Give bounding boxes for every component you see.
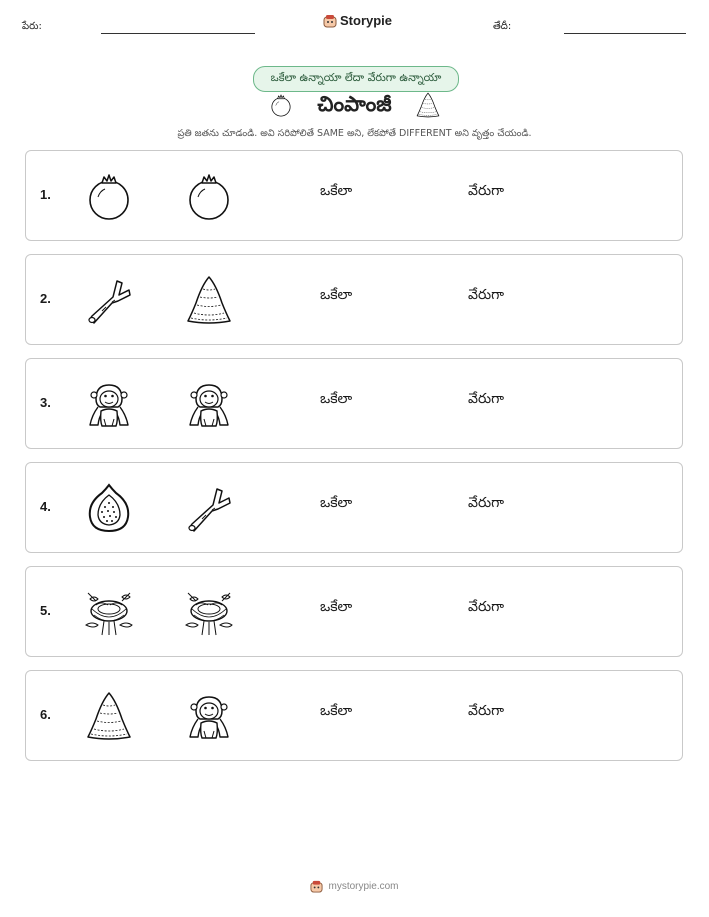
- question-number: 6.: [40, 707, 51, 722]
- question-row: [25, 670, 683, 761]
- date-line[interactable]: [564, 33, 686, 34]
- different-option[interactable]: వేరుగా: [468, 391, 504, 407]
- brand-name: Storypie: [340, 13, 393, 28]
- name-label: పేరు:: [22, 21, 42, 32]
- same-option[interactable]: ఒకేలా: [320, 495, 353, 511]
- pomegranate-icon: [182, 169, 236, 223]
- activity-type-pill: ఒకేలా ఉన్నాయా లేదా వేరుగా ఉన్నాయా: [253, 66, 459, 92]
- fig-icon: [82, 481, 136, 535]
- question-number: 2.: [40, 291, 51, 306]
- termite-mound-icon: [82, 689, 136, 743]
- question-row: [25, 358, 683, 449]
- same-option[interactable]: ఒకేలా: [320, 287, 353, 303]
- chimpanzee-icon: [182, 689, 236, 743]
- different-option[interactable]: వేరుగా: [468, 183, 504, 199]
- date-label: తేదీ:: [493, 21, 512, 32]
- question-number: 4.: [40, 499, 51, 514]
- termite-mound-icon: [182, 273, 236, 327]
- storypie-mascot-icon: [310, 880, 323, 893]
- same-option[interactable]: ఒకేలా: [320, 183, 353, 199]
- nest-icon: [182, 585, 236, 639]
- different-option[interactable]: వేరుగా: [468, 287, 504, 303]
- same-option[interactable]: ఒకేలా: [320, 703, 353, 719]
- question-number: 5.: [40, 603, 51, 618]
- question-number: 3.: [40, 395, 51, 410]
- question-row: [25, 150, 683, 241]
- worksheet-title: చింపాంజీ: [317, 92, 392, 116]
- footer: [0, 880, 709, 893]
- storypie-mascot-icon: [323, 14, 337, 28]
- chimpanzee-icon: [82, 377, 136, 431]
- different-option[interactable]: వేరుగా: [468, 599, 504, 615]
- instructions: ప్రతి జతను చూడండి. అవి సరిపోలితే SAME అని, లేకపోతే DIFFERENT అని వృత్తం చేయండి.: [177, 128, 532, 139]
- storypie-brand: [323, 13, 392, 28]
- different-option[interactable]: వేరుగా: [468, 703, 504, 719]
- chimpanzee-icon: [182, 377, 236, 431]
- same-option[interactable]: ఒకేలా: [320, 599, 353, 615]
- footer-url[interactable]: mystorypie.com: [328, 881, 399, 892]
- question-number: 1.: [40, 187, 51, 202]
- name-line[interactable]: [101, 33, 255, 34]
- question-row: [25, 254, 683, 345]
- worksheet-header: [0, 0, 709, 40]
- different-option[interactable]: వేరుగా: [468, 495, 504, 511]
- title-row: [0, 90, 709, 124]
- stick-icon: [82, 273, 136, 327]
- question-row: [25, 462, 683, 553]
- question-row: [25, 566, 683, 657]
- nest-icon: [82, 585, 136, 639]
- same-option[interactable]: ఒకేలా: [320, 391, 353, 407]
- stick-icon: [182, 481, 236, 535]
- pomegranate-icon: [82, 169, 136, 223]
- termite-mound-icon: [414, 90, 442, 120]
